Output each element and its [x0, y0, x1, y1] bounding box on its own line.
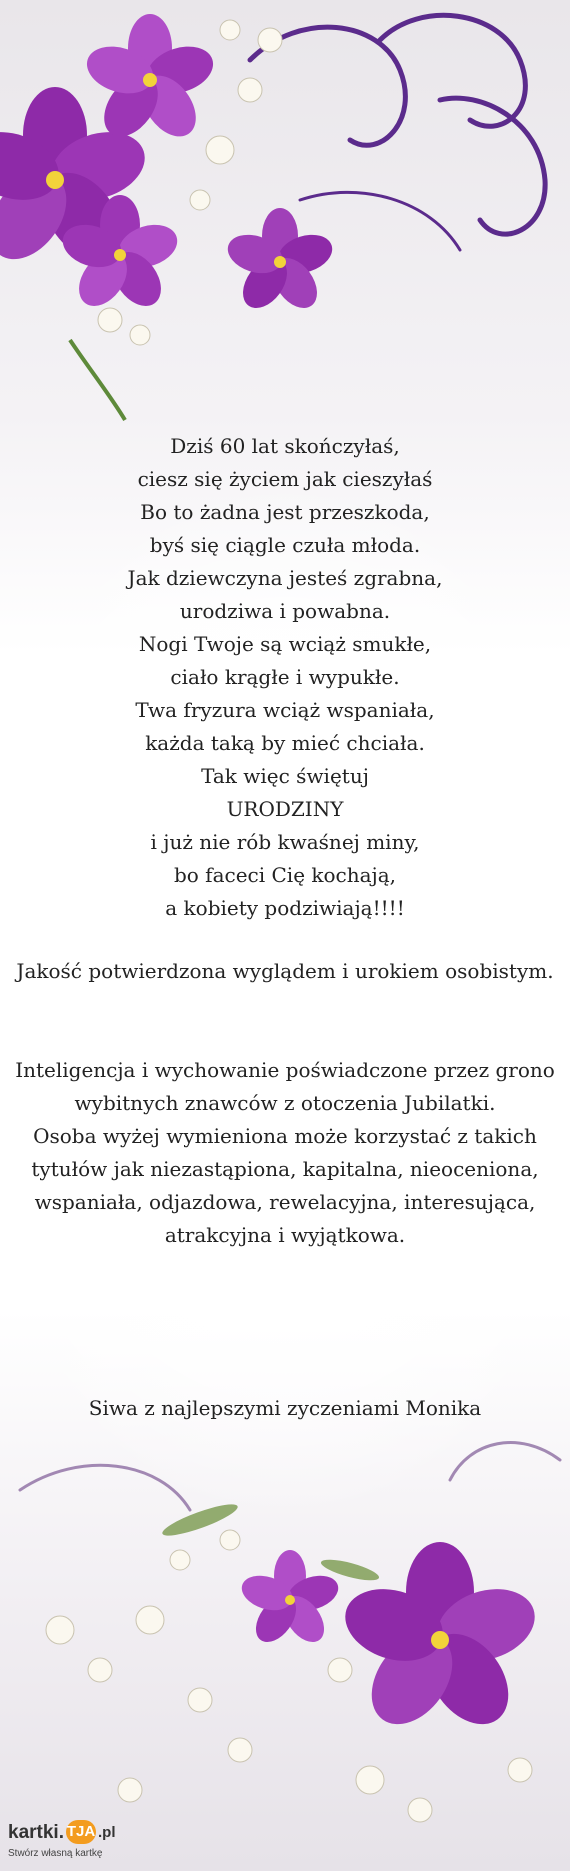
- poem-line: ciało krągłe i wypukłe.: [170, 665, 400, 689]
- poem-line: Dziś 60 lat skończyłaś,: [170, 434, 400, 458]
- poem-line: URODZINY: [226, 797, 344, 821]
- floral-decoration-top: [0, 0, 570, 430]
- paragraph-line: atrakcyjna i wyjątkowa.: [164, 1223, 406, 1247]
- paragraph-line: wybitnych znawców z otoczenia Jubilatki.: [74, 1091, 496, 1115]
- poem-line: a kobiety podziwiają!!!!: [165, 896, 405, 920]
- logo-badge: TJA: [66, 1820, 96, 1844]
- floral-decoration-bottom: [0, 1370, 570, 1871]
- flower-medium: [81, 14, 219, 146]
- swirl-ornament: [20, 1443, 560, 1510]
- paragraph-line: Inteligencja i wychowanie poświadczone przez grono: [15, 1058, 555, 1082]
- poem-line: Twa fryzura wciąż wspaniała,: [135, 698, 435, 722]
- poem-line: i już nie rób kwaśnej miny,: [150, 830, 420, 854]
- logo-brand: kartki.: [8, 1822, 64, 1843]
- logo-tagline: Stwórz własną kartkę: [8, 1848, 103, 1859]
- flower-small: [223, 208, 337, 316]
- greeting-text: [0, 430, 570, 1252]
- leaf: [70, 340, 125, 420]
- quality-line: Jakość potwierdzona wyglądem i urokiem osobistym.: [16, 959, 554, 983]
- paragraph-line: wspaniała, odjazdowa, rewelacyjna, interesująca,: [34, 1190, 536, 1214]
- leaves: [160, 1499, 381, 1585]
- site-logo[interactable]: [6, 1818, 118, 1868]
- poem-line: bo faceci Cię kochają,: [173, 863, 397, 887]
- poem-line: Tak więc świętuj: [201, 764, 369, 788]
- swirl-ornament: [250, 15, 545, 250]
- poem-line: Jak dziewczyna jesteś zgrabna,: [127, 566, 443, 590]
- logo-tld: .pl: [98, 1824, 116, 1841]
- poem-line: byś się ciągle czuła młoda.: [149, 533, 421, 557]
- poem-line: Bo to żadna jest przeszkoda,: [140, 500, 430, 524]
- poem-line: każda taką by mieć chciała.: [145, 731, 425, 755]
- paragraph-line: tytułów jak niezastąpiona, kapitalna, nieoceniona,: [31, 1157, 539, 1181]
- signature-line: Siwa z najlepszymi zyczeniami Monika: [88, 1396, 482, 1420]
- poem-line: Nogi Twoje są wciąż smukłe,: [138, 632, 432, 656]
- poem-line: ciesz się życiem jak cieszyłaś: [137, 467, 433, 491]
- paragraph-line: Osoba wyżej wymieniona może korzystać z takich: [33, 1124, 537, 1148]
- poem-line: urodziwa i powabna.: [179, 599, 391, 623]
